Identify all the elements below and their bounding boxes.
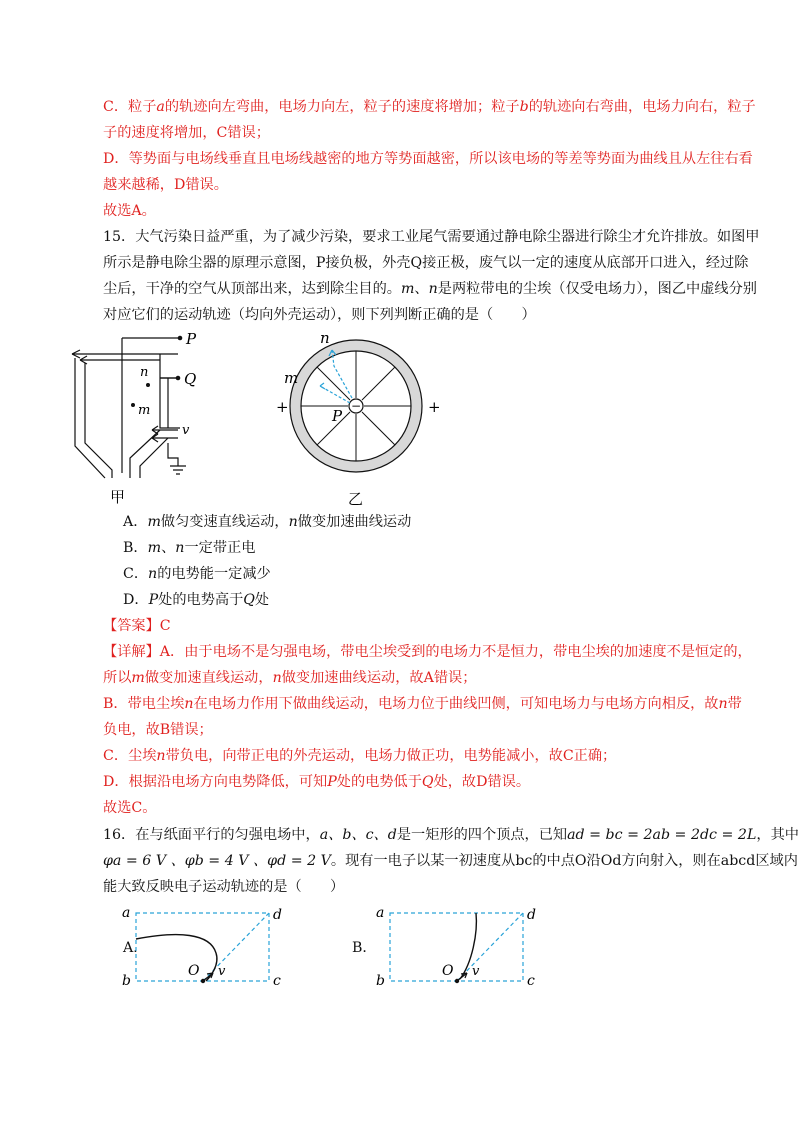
q16-option-b-label: B． (352, 940, 377, 956)
minus-sign: − (351, 399, 362, 413)
label-c: c (273, 973, 281, 989)
label-o: O (442, 963, 454, 979)
prev-answer-conclusion: 故选A。 (103, 203, 156, 219)
label-p: P (332, 407, 343, 425)
q15-detail-b1: B．带电尘埃n在电场力作用下做曲线运动，电场力位于曲线凹侧，可知电场力与电场方向相反，故n带 (103, 696, 742, 712)
label-m: m (138, 403, 151, 418)
label-d: d (273, 907, 282, 923)
q16-stem-line3: 能大致反映电子运动轨迹的是（ ） (103, 879, 345, 895)
q15-detail-a1: 【详解】A．由于电场不是匀强电场，带电尘埃受到的电场力不是恒力，带电尘埃的加速度不是恒定的， (103, 644, 752, 660)
prev-answer-c-line1: C．粒子a的轨迹向左弯曲，电场力向左，粒子的速度将增加；粒子b的轨迹向右弯曲，电场力向右，粒子 (103, 99, 756, 115)
q15-detail-c: C．尘埃n带负电，向带正电的外壳运动，电场力做正功，电势能减小，故C正确； (103, 748, 617, 764)
q16-option-a-label: A． (123, 940, 148, 956)
line-od (457, 913, 523, 981)
label-p: P (186, 330, 197, 348)
option-d: D．P处的电势高于Q处 (123, 592, 270, 608)
q16-figure-b (372, 903, 552, 993)
point-o (201, 979, 205, 983)
particle-n-dot (146, 383, 150, 387)
q16-stem-line1: 16．在与纸面平行的匀强电场中，a、b、c、d是一矩形的四个顶点，已知ad = bc = 2ab = 2dc = 2L，其中 (103, 827, 799, 843)
q15-detail-d: D．根据沿电场方向电势降低，可知P处的电势低于Q处，故D错误。 (103, 774, 531, 790)
label-q: Q (184, 370, 197, 388)
rectangle-abcd (390, 913, 523, 981)
q15-detail-a2: 所以m做变加速直线运动，n做变加速曲线运动，故A错误； (103, 670, 477, 686)
caption-yi: 乙 (348, 490, 364, 508)
q15-stem-line1: 15．大气污染日益严重，为了减少污染，要求工业尾气需要通过静电除尘器进行除尘才允许排放。如图甲 (103, 229, 760, 245)
label-a: a (376, 905, 385, 921)
prev-answer-d-line1: D．等势面与电场线垂直且电场线越密的地方等势面越密，所以该电场的等差等势面为曲线且从左往右看 (103, 151, 753, 167)
terminal-p (178, 336, 183, 341)
figure-yi (270, 328, 450, 508)
q15-stem-line3: 尘后，干净的空气从顶部出来，达到除尘目的。m、n是两粒带电的尘埃（仅受电场力），图乙中虚线分别 (103, 281, 757, 297)
label-b: b (376, 973, 385, 989)
q15-answer: 【答案】C (103, 618, 171, 634)
prev-answer-c-line2: 子的速度将增加，C错误； (103, 125, 270, 141)
particle-m-dot (131, 403, 135, 407)
option-a: A．m做匀变速直线运动，n做变加速曲线运动 (123, 514, 412, 530)
prev-answer-d-line2: 越来越稀，D错误。 (103, 177, 228, 193)
option-c: C．n的电势能一定减少 (123, 566, 271, 582)
label-b: b (122, 973, 131, 989)
plus-right: + (428, 398, 441, 416)
label-v: v (472, 964, 480, 979)
caption-jia: 甲 (110, 488, 126, 506)
q15-detail-b2: 负电，故B错误； (103, 722, 213, 738)
point-o (455, 979, 459, 983)
rectangle-abcd (136, 913, 269, 981)
q16-stem-line2: φa = 6 V 、φb = 4 V 、φd = 2 V。现有一电子以某一初速度从bc的中点O沿Od方向射入，则在abcd区域内 (103, 853, 798, 869)
label-n: n (140, 365, 149, 380)
q15-conclusion: 故选C。 (103, 800, 157, 816)
label-m: m (284, 369, 299, 387)
trajectory-a (136, 935, 217, 981)
q15-stem-line2: 所示是静电除尘器的原理示意图，P接负极，外壳Q接正极，废气以一定的速度从底部开口进入，经过除 (103, 255, 749, 271)
q16-figure-a (118, 903, 298, 993)
label-v: v (218, 964, 226, 979)
terminal-q (176, 376, 181, 381)
plus-left: + (276, 398, 289, 416)
label-n: n (320, 329, 330, 347)
option-b: B．m、n一定带正电 (123, 540, 256, 556)
label-c: c (527, 973, 535, 989)
q15-stem-line4: 对应它们的运动轨迹（均向外壳运动），则下列判断正确的是（ ） (103, 307, 536, 323)
label-a: a (122, 905, 131, 921)
figure-jia (60, 318, 210, 508)
label-v: v (182, 423, 190, 438)
label-o: O (188, 963, 200, 979)
label-d: d (527, 907, 536, 923)
